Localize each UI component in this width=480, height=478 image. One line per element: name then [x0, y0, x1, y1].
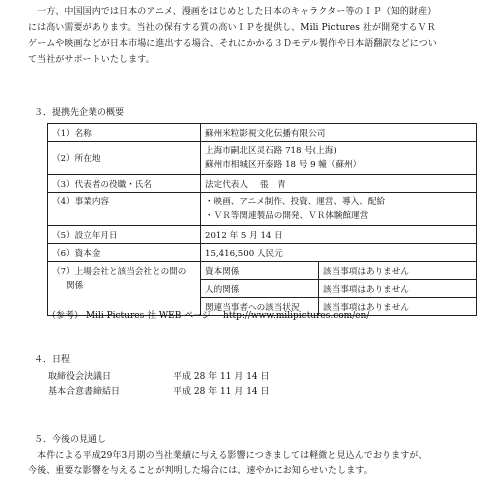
table-row-name: [48, 124, 477, 142]
outlook-line-2: 今後、重要な影響を与えることが判明した場合には、速やかにお知らせいたします。: [28, 466, 373, 476]
value-established: 2012 年 5 月 14 日: [201, 226, 477, 244]
relation-type: 関連当事者への該当状況: [201, 298, 319, 316]
intro-line-1: 一方、中国国内では日本のアニメ、漫画をはじめとした日本のキャラクター等のＩＰ（知的財産）: [28, 7, 437, 17]
reference-label: （参考） Mili Pictures 社 WEB ページ: [47, 311, 212, 321]
intro-line-2: には高い需要があります。当社の保有する質の高いＩＰを提供し、Mili Pictures 社が開発するＶＲ: [28, 23, 436, 33]
label-representative: （3）代表者の役職・氏名: [48, 175, 201, 193]
value-representative: [201, 175, 477, 193]
rep-title: 法定代表人: [205, 179, 248, 190]
relations-label-line-2: 関係: [66, 281, 84, 291]
label-business: （4）事業内容: [48, 193, 201, 226]
outlook-line-1: 本件による平成29年3月期の当社業績に与える影響につきましては軽微と見込んでおりますが、: [28, 451, 428, 461]
schedule-date-agreement: 平成 28 年 11 月 14 日: [173, 387, 270, 397]
relation-type: 資本関係: [201, 262, 319, 280]
business-line-2: ・ＶＲ等関連製品の開発、ＶＲ体験館運営: [205, 211, 369, 221]
section-4-heading: ４．日程: [34, 355, 71, 365]
value-name: 蘇州米粒影視文化伝播有限公司: [201, 124, 477, 142]
partner-company-table: [47, 123, 477, 316]
schedule-date-board: 平成 28 年 11 月 14 日: [173, 372, 270, 382]
reference-url[interactable]: http://www.milipictures.com/en/: [223, 311, 370, 321]
schedule-label-agreement: 基本合意書締結日: [48, 387, 121, 397]
table-row-established: [48, 226, 477, 244]
rep-name: 張 青: [259, 179, 286, 190]
label-established: （5）設立年月日: [48, 226, 201, 244]
value-address: [201, 142, 477, 175]
table-row-address: [48, 142, 477, 175]
section-5-heading: ５．今後の見通し: [34, 435, 107, 445]
value-business: [201, 193, 477, 226]
schedule-label-board: 取締役会決議日: [48, 372, 112, 382]
table-row-representative: [48, 175, 477, 193]
relation-status: 該当事項はありません: [319, 280, 477, 298]
relation-status: 該当事項はありません: [319, 298, 477, 316]
table-row-relation-capital: [48, 262, 477, 280]
relations-label-line-1: （7）上場会社と該当会社との間の: [52, 267, 187, 277]
reference-line: [47, 308, 369, 321]
intro-line-3: ゲームや映画などが日本市場に進出する場合、それにかかる３Ｄモデル製作や日本語翻訳などについ: [28, 39, 437, 49]
label-capital: （6）資本金: [48, 244, 201, 262]
table-row-business: [48, 193, 477, 226]
address-line-1: 上海市嗣北区灵石路 718 号(上海): [205, 146, 337, 156]
intro-line-4: て当社がサポートいたします。: [28, 55, 155, 65]
relation-status: 該当事項はありません: [319, 262, 477, 280]
business-line-1: ・映画、アニメ制作、投資、運営、導入、配給: [205, 197, 386, 207]
section-3-heading: ３．提携先企業の概要: [34, 108, 125, 118]
relation-type: 人的関係: [201, 280, 319, 298]
label-name: （1）名称: [48, 124, 201, 142]
label-address: （2）所在地: [48, 142, 201, 175]
address-line-2: 蘇州市相城区开泰路 18 号 9 幢（蘇州）: [205, 160, 362, 170]
table-row-capital: [48, 244, 477, 262]
value-capital: 15,416,500 人民元: [201, 244, 477, 262]
